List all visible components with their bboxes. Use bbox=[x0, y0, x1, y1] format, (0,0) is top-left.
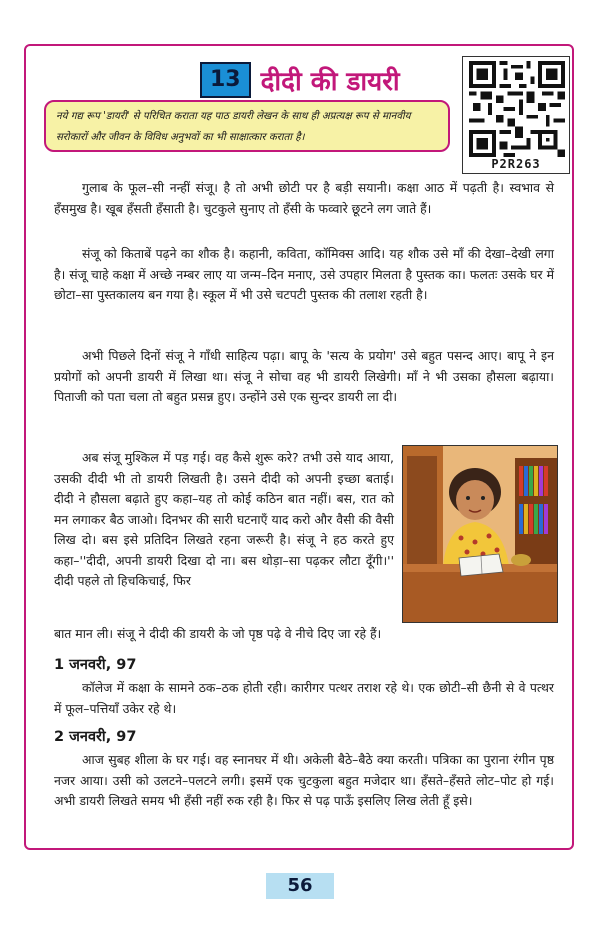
chapter-number: 13 bbox=[200, 62, 251, 98]
entry-date-2: 2 जनवरी, 97 bbox=[54, 729, 137, 745]
page-number: 56 bbox=[266, 873, 334, 899]
entry-text-2: आज सुबह शीला के घर गई। वह स्नानघर में थी। अकेली बैठे–बैठे क्या करती। पत्रिका का पुराना रंगीन पृष्ठ नजर आया। उसी को उलटने–पलटने लगी। इसमें एक चुटकुला बहुत मजेदार था। हँसते–हँसते लोट–पोट हो गई। अभी डायरी लिखते समय भी हँसी नहीं रुक रही है। फिर से पढ़ पाऊँ इसलिए लिख लेती हूँ इसे। bbox=[54, 752, 554, 808]
paragraph-5: बात मान ली। संजू ने दीदी की डायरी के जो पृष्ठ पढ़े वे नीचे दिए जा रहे हैं। bbox=[54, 626, 382, 641]
qr-code-box[interactable] bbox=[462, 56, 570, 174]
intro-box bbox=[44, 100, 450, 152]
chapter-title: दीदी की डायरी bbox=[260, 67, 400, 97]
qr-code-label: P2R263 bbox=[491, 157, 541, 171]
paragraph-2: संजू को किताबें पढ़ने का शौक है। कहानी, कविता, कॉमिक्स आदि। यह शौक उसे माँ की देखा–देखी लगा है। संजू चाहे कक्षा में अच्छे नम्बर लाए या जन्म–दिन मनाए, उसे उपहार मिलता है पुस्तक का। फलतः उसके घर में छोटा–सा पुस्तकालय बन गया है। स्कूल में भी उसे चटपटी पुस्तक की तलाश रहती है। bbox=[54, 246, 554, 302]
paragraph-4: अब संजू मुश्किल में पड़ गई। वह कैसे शुरू करे? तभी उसे याद आया, उसकी दीदी भी तो डायरी लिखती है। उसने दीदी को अपनी इच्छा बताई। दीदी ने हौसला बढ़ाते हुए कहा–यह तो कोई कठिन बात नहीं। बस, रात को मन लगाकर बैठ जाओ। दिनभर की सारी घटनाएँ याद करो और वैसी की वैसी लिख दो। बस इसे प्रतिदिन लिखते रहना जरूरी है। संजू ने हठ करते हुए कहा–''दीदी, अपनी डायरी दिखा दो ना। बस थोड़ा–सा पढ़कर लौटा दूँगी।'' दीदी पहले तो हिचकिचाई, फिर bbox=[54, 450, 394, 588]
girl-writing-diary-image bbox=[403, 446, 558, 623]
paragraph-1: गुलाब के फूल–सी नन्हीं संजू। है तो अभी छोटी पर है बड़ी सयानी। कक्षा आठ में पढ़ती है। स्वभाव से हँसमुख है। खूब हँसती हँसाती है। चुटकुले सुनाए तो हँसी के फव्वारे छूटने लग जाते हैं। bbox=[54, 180, 554, 216]
chapter-heading bbox=[200, 60, 400, 100]
qr-code-icon bbox=[469, 61, 565, 157]
entry-text-1: कॉलेज में कक्षा के सामने ठक–ठक होती रही। कारीगर पत्थर तराश रहे थे। एक छोटी–सी छैनी से वे पत्थर में फूल–पत्तियाँ उकेर रहे थे। bbox=[54, 680, 554, 716]
paragraph-3: अभी पिछले दिनों संजू ने गाँधी साहित्य पढ़ा। बापू के 'सत्य के प्रयोग' उसे बहुत पसन्द आए। बापू ने इन प्रयोगों को अपनी डायरी में लिखा था। संजू ने सोचा वह भी डायरी लिखेगी। माँ ने भी उसका हौसला बढ़ाया। पिताजी को पता चला तो बहुत प्रसन्न हुए। उन्होंने उसे एक सुन्दर डायरी ला दी। bbox=[54, 348, 554, 404]
illustration-girl-writing-diary bbox=[402, 445, 558, 623]
intro-text: नये गद्य रूप 'डायरी' से परिचित कराता यह पाठ डायरी लेखन के साथ ही अप्रत्यक्ष रूप से मानवीय सरोकारों और जीवन के विविध अनुभवों का भी साक्षात्कार कराता है। bbox=[56, 111, 411, 143]
entry-date-1: 1 जनवरी, 97 bbox=[54, 657, 137, 673]
